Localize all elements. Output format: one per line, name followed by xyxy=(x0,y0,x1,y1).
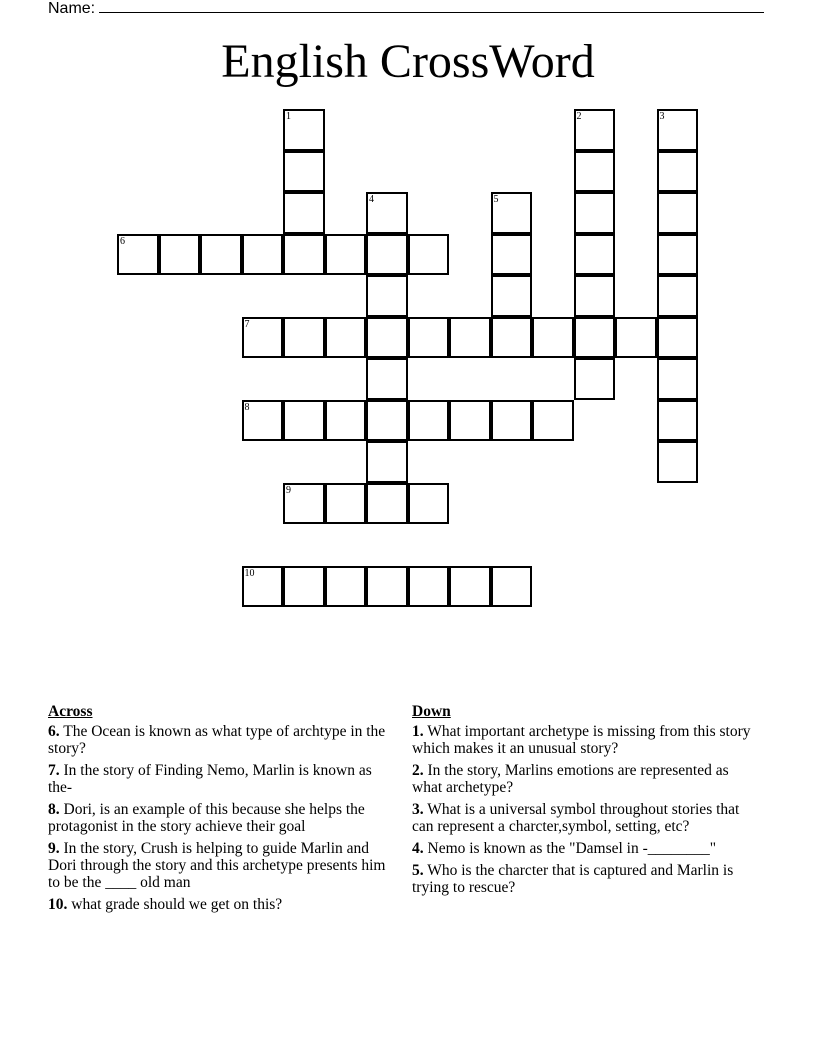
grid-cell[interactable] xyxy=(657,441,699,483)
grid-cell[interactable] xyxy=(242,400,284,442)
down-clues xyxy=(412,703,757,901)
grid-cell[interactable] xyxy=(491,275,533,317)
grid-cell[interactable] xyxy=(200,234,242,276)
clue-number: 2 xyxy=(576,111,582,122)
clue-number: 10 xyxy=(244,567,255,579)
grid-cell[interactable] xyxy=(283,192,325,234)
grid-cell[interactable] xyxy=(242,234,284,276)
clue-number: 8 xyxy=(244,401,250,413)
name-label: Name: xyxy=(48,0,96,17)
grid-cell[interactable] xyxy=(574,192,616,234)
grid-cell[interactable] xyxy=(242,566,284,608)
clue-number: 5 xyxy=(493,194,499,205)
grid-cell[interactable] xyxy=(408,317,450,359)
grid-cell[interactable] xyxy=(325,483,367,525)
clue-item: 4. Nemo is known as the "Damsel in -________" xyxy=(412,840,717,857)
clue-item: 8. Dori, is an example of this because she helps the protagonist in the story achieve their goal xyxy=(48,801,365,835)
grid-cell[interactable] xyxy=(491,192,533,234)
grid-cell[interactable] xyxy=(657,400,699,442)
grid-cell[interactable] xyxy=(657,358,699,400)
clue-item: 7. In the story of Finding Nemo, Marlin is known as the- xyxy=(48,762,372,796)
grid-cell[interactable] xyxy=(366,441,408,483)
grid-cell[interactable] xyxy=(449,566,491,608)
grid-cell[interactable] xyxy=(532,317,574,359)
grid-cell[interactable] xyxy=(574,151,616,193)
grid-cell[interactable] xyxy=(532,400,574,442)
clue-number: 1 xyxy=(286,111,291,122)
grid-cell[interactable] xyxy=(283,566,325,608)
grid-cell[interactable] xyxy=(449,400,491,442)
grid-cell[interactable] xyxy=(574,234,616,276)
grid-cell[interactable] xyxy=(325,317,367,359)
grid-cell[interactable] xyxy=(615,317,657,359)
grid-cell[interactable] xyxy=(283,234,325,276)
clue-item: 10. what grade should we get on this? xyxy=(48,896,283,913)
grid-cell[interactable] xyxy=(366,483,408,525)
grid-cell[interactable] xyxy=(283,109,325,151)
grid-cell[interactable] xyxy=(283,151,325,193)
grid-cell[interactable] xyxy=(366,400,408,442)
grid-cell[interactable] xyxy=(657,109,699,151)
clue-item: 6. The Ocean is known as what type of archtype in the story? xyxy=(48,723,386,757)
page-title: English CrossWord xyxy=(221,35,595,88)
name-underline xyxy=(99,0,764,13)
grid-cell[interactable] xyxy=(117,234,159,276)
grid-cell[interactable] xyxy=(657,151,699,193)
grid-cell[interactable] xyxy=(325,566,367,608)
clue-number: 4 xyxy=(369,194,374,205)
grid-cell[interactable] xyxy=(657,234,699,276)
clue-item: 1. What important archetype is missing from this story which makes it an unusual story? xyxy=(412,723,751,757)
grid-cell[interactable] xyxy=(574,358,616,400)
clue-item: 9. In the story, Crush is helping to guide Marlin and Dori through the story and this archetype presents him to be the ____ old man xyxy=(48,840,386,891)
across-clues xyxy=(48,703,393,918)
grid-cell[interactable] xyxy=(366,566,408,608)
grid-cell[interactable] xyxy=(491,234,533,276)
grid-cell[interactable] xyxy=(408,400,450,442)
grid-cell[interactable] xyxy=(574,109,616,151)
clue-item: 5. Who is the charcter that is captured and Marlin is trying to rescue? xyxy=(412,862,734,896)
grid-cell[interactable] xyxy=(325,234,367,276)
grid-cell[interactable] xyxy=(366,192,408,234)
grid-cell[interactable] xyxy=(159,234,201,276)
clue-number: 6 xyxy=(120,235,125,247)
across-heading: Across xyxy=(48,703,93,720)
clue-item: 2. In the story, Marlins emotions are represented as what archetype? xyxy=(412,762,729,796)
grid-cell[interactable] xyxy=(408,566,450,608)
grid-cell[interactable] xyxy=(366,275,408,317)
name-field[interactable] xyxy=(48,0,764,18)
grid-cell[interactable] xyxy=(366,234,408,276)
grid-cell[interactable] xyxy=(657,192,699,234)
grid-cell[interactable] xyxy=(325,400,367,442)
grid-cell[interactable] xyxy=(283,317,325,359)
grid-cell[interactable] xyxy=(657,317,699,359)
clue-number: 7 xyxy=(244,318,250,330)
clue-number: 9 xyxy=(286,484,291,496)
grid-cell[interactable] xyxy=(366,317,408,359)
grid-cell[interactable] xyxy=(491,317,533,359)
clue-item: 3. What is a universal symbol throughout stories that can represent a charcter,symbol, setting, etc? xyxy=(412,801,740,835)
grid-cell[interactable] xyxy=(366,358,408,400)
grid-cell[interactable] xyxy=(491,566,533,608)
grid-cell[interactable] xyxy=(242,317,284,359)
grid-cell[interactable] xyxy=(283,400,325,442)
grid-cell[interactable] xyxy=(657,275,699,317)
grid-cell[interactable] xyxy=(574,275,616,317)
grid-cell[interactable] xyxy=(408,483,450,525)
down-heading: Down xyxy=(412,703,451,720)
clue-number: 3 xyxy=(659,111,665,122)
grid-cell[interactable] xyxy=(491,400,533,442)
grid-cell[interactable] xyxy=(574,317,616,359)
grid-cell[interactable] xyxy=(449,317,491,359)
grid-cell[interactable] xyxy=(408,234,450,276)
grid-cell[interactable] xyxy=(283,483,325,525)
